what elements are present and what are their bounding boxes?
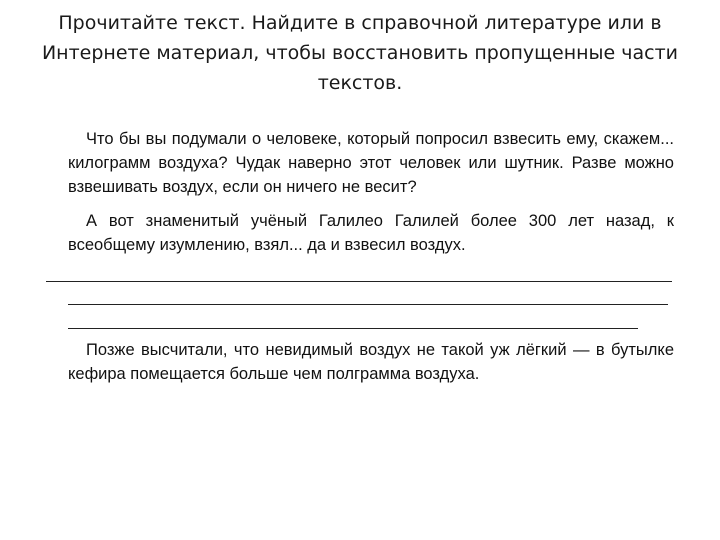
paragraph-2: А вот знаменитый учёный Галилео Галилей более 300 лет назад, к всеобщему изумлению, взял... да и взвесил воздух. [68,212,674,254]
task-title: Прочитайте текст. Найдите в справочной литературе или в Интернете материал, чтобы восстановить пропущенные части текстов. [41,12,679,94]
fill-in-line-2 [68,304,668,305]
fill-in-line-1 [46,281,672,282]
paragraph-1: Что бы вы подумали о человеке, который попросил взвесить ему, скажем... килограмм воздуха? Чудак наверно этот человек или шутник. Разве можно взвешивать воздух, если он ничего не весит? [68,130,674,196]
paragraph-3: Позже высчитали, что невидимый воздух не такой уж лёгкий — в бутылке кефира помещается больше чем полграмма воздуха. [68,341,674,383]
fill-in-line-3 [68,328,638,329]
